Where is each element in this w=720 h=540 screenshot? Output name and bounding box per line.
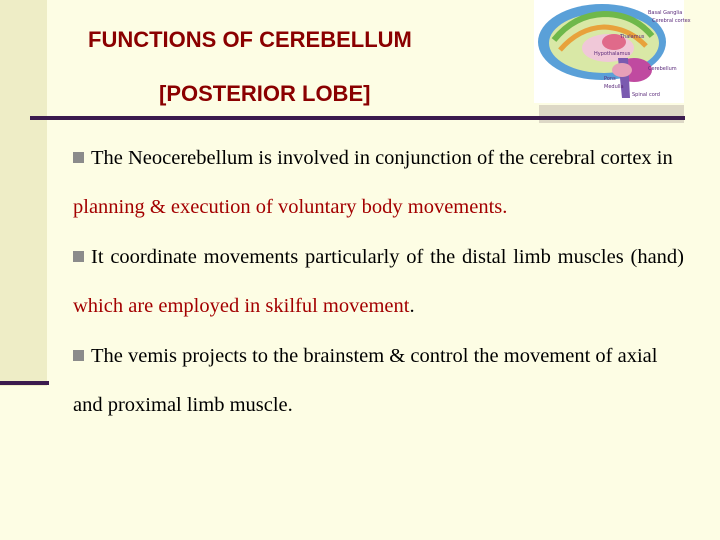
brain-sagittal-diagram-icon: [534, 0, 691, 103]
bullet-item-1: [73, 134, 684, 232]
label-basal-ganglia: Basal Ganglia: [648, 10, 683, 16]
slide-subtitle: [POSTERIOR LOBE]: [159, 81, 371, 106]
label-hypothalamus: Hypothalamus: [594, 51, 631, 57]
label-pons: Pons: [604, 76, 616, 82]
label-thalamus: Thalamus: [620, 34, 645, 40]
bullet-2-text-end: .: [409, 295, 415, 317]
bullet-2-text: It coordinate movements particularly of the distal limb muscles (hand): [91, 246, 684, 268]
square-bullet-icon: [73, 350, 84, 361]
label-spinal-cord: Spinal cord: [632, 92, 660, 98]
bullet-item-2: [73, 233, 684, 331]
label-medulla: Medulla: [604, 84, 624, 90]
image-caption-strip: [539, 105, 684, 123]
left-decorative-band: [0, 0, 47, 386]
label-cerebellum: Cerebellum: [648, 66, 677, 72]
square-bullet-icon: [73, 251, 84, 262]
title-divider: [30, 116, 685, 120]
left-accent-bar: [0, 381, 49, 385]
bullet-1-highlight: planning & execution of voluntary body movements.: [73, 196, 508, 218]
slide-title: FUNCTIONS OF CEREBELLUM: [88, 27, 412, 52]
bullet-item-3: [73, 332, 684, 430]
bullet-2-highlight: which are employed in skilful movement: [73, 295, 410, 317]
bullet-1-text: The Neocerebellum is involved in conjunction of the cerebral cortex in: [91, 147, 673, 169]
brain-diagram-image: [534, 0, 691, 103]
bullet-3-text: The vemis projects to the brainstem & control the movement of axial and proximal limb muscle.: [73, 345, 658, 416]
label-cerebral-cortex: Cerebral cortex: [652, 18, 691, 24]
square-bullet-icon: [73, 152, 84, 163]
